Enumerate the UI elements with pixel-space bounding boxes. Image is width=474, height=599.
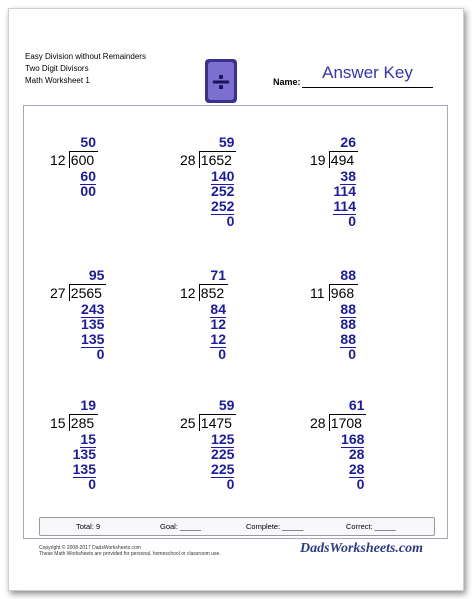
work-step: 15	[80, 431, 96, 447]
work-step: 38	[340, 168, 356, 184]
work-step: 0	[88, 476, 96, 492]
divisor: 12	[180, 285, 196, 301]
name-line[interactable]	[302, 87, 433, 88]
divisor: 19	[310, 152, 326, 168]
division-bracket-vertical	[329, 414, 330, 431]
dividend: 968	[330, 285, 355, 301]
goal-field[interactable]: Goal: _____	[160, 522, 201, 531]
total-label: Total: 9	[76, 522, 101, 531]
dividend: 2565	[70, 285, 102, 301]
work-step: 140	[211, 168, 235, 184]
worksheet-subtitle: Two Digit Divisors	[25, 64, 89, 73]
quotient: 61	[348, 397, 365, 413]
divisor: 27	[50, 285, 66, 301]
division-problem	[50, 268, 170, 388]
division-problem	[50, 398, 170, 518]
work-step: 252	[211, 183, 235, 199]
division-bracket-vertical	[199, 151, 200, 168]
work-step: 135	[81, 316, 105, 332]
division-problem	[180, 398, 300, 518]
quotient: 19	[80, 397, 96, 413]
work-step: 88	[340, 316, 356, 332]
division-problem	[310, 398, 430, 518]
work-step: 28	[348, 446, 365, 462]
dividend: 1652	[200, 152, 232, 168]
work-step: 0	[226, 213, 235, 229]
worksheet-title: Easy Division without Remainders	[25, 52, 146, 61]
work-step: 0	[356, 476, 365, 492]
division-bracket-vertical	[329, 151, 330, 168]
division-logo-icon	[204, 58, 238, 104]
work-step: 12	[210, 331, 226, 347]
worksheet-number: Math Worksheet 1	[25, 76, 90, 85]
dividend: 494	[330, 152, 355, 168]
work-step: 243	[81, 301, 105, 317]
division-bracket-vertical	[69, 151, 70, 168]
division-bracket-vertical	[329, 284, 330, 301]
quotient: 59	[218, 397, 235, 413]
divisor: 11	[310, 285, 325, 301]
divisor: 25	[180, 415, 196, 431]
complete-field[interactable]: Complete: _____	[246, 522, 304, 531]
work-step: 0	[218, 346, 226, 362]
brand-logo: DadsWorksheets.com	[300, 541, 424, 556]
work-step: 0	[96, 346, 105, 362]
dividend: 1475	[200, 415, 232, 431]
work-step: 0	[348, 213, 356, 229]
work-step: 88	[340, 331, 356, 347]
work-step: 00	[80, 183, 96, 199]
quotient: 88	[340, 267, 356, 283]
divisor: 12	[50, 152, 66, 168]
work-step: 225	[211, 461, 235, 477]
work-step: 0	[348, 346, 356, 362]
division-problem	[180, 135, 300, 255]
work-step: 84	[210, 301, 226, 317]
work-step: 0	[226, 476, 235, 492]
name-label: Name:	[273, 77, 301, 87]
work-step: 114	[333, 183, 356, 199]
quotient: 59	[218, 134, 235, 150]
divisor: 15	[50, 415, 66, 431]
work-step: 135	[72, 461, 96, 477]
work-step: 60	[80, 168, 96, 184]
work-step: 135	[81, 331, 105, 347]
division-problem	[310, 135, 430, 255]
dividend: 852	[200, 285, 225, 301]
correct-field[interactable]: Correct: _____	[346, 522, 396, 531]
divisor: 28	[310, 415, 326, 431]
quotient: 26	[340, 134, 356, 150]
copyright-line: Copyright © 2008-2017 DadsWorksheets.com	[39, 545, 141, 551]
division-bracket-vertical	[69, 284, 70, 301]
division-problem	[310, 268, 430, 388]
work-step: 12	[210, 316, 226, 332]
quotient: 95	[88, 267, 105, 283]
work-step: 225	[211, 446, 235, 462]
work-step: 168	[341, 431, 365, 447]
division-problem	[180, 268, 300, 388]
work-step: 114	[333, 198, 356, 214]
work-step: 88	[340, 301, 356, 317]
work-step: 252	[211, 198, 235, 214]
dividend: 600	[70, 152, 95, 168]
quotient: 50	[80, 134, 96, 150]
division-bracket-vertical	[199, 284, 200, 301]
dividend: 1708	[330, 415, 362, 431]
work-step: 28	[348, 461, 365, 477]
division-problem	[50, 135, 170, 255]
usage-note: These Math Worksheets are provided for personal, homeschool or classroom use.	[39, 551, 221, 557]
svg-text:÷: ÷	[210, 67, 232, 97]
division-bracket-vertical	[199, 414, 200, 431]
work-step: 135	[72, 446, 96, 462]
worksheet-header	[25, 51, 146, 87]
quotient: 71	[210, 267, 226, 283]
copyright	[39, 545, 221, 557]
score-footer	[39, 517, 435, 536]
work-step: 125	[211, 431, 235, 447]
division-bracket-vertical	[69, 414, 70, 431]
answer-key-title: Answer Key	[322, 63, 413, 82]
dividend: 285	[70, 415, 95, 431]
divisor: 28	[180, 152, 196, 168]
